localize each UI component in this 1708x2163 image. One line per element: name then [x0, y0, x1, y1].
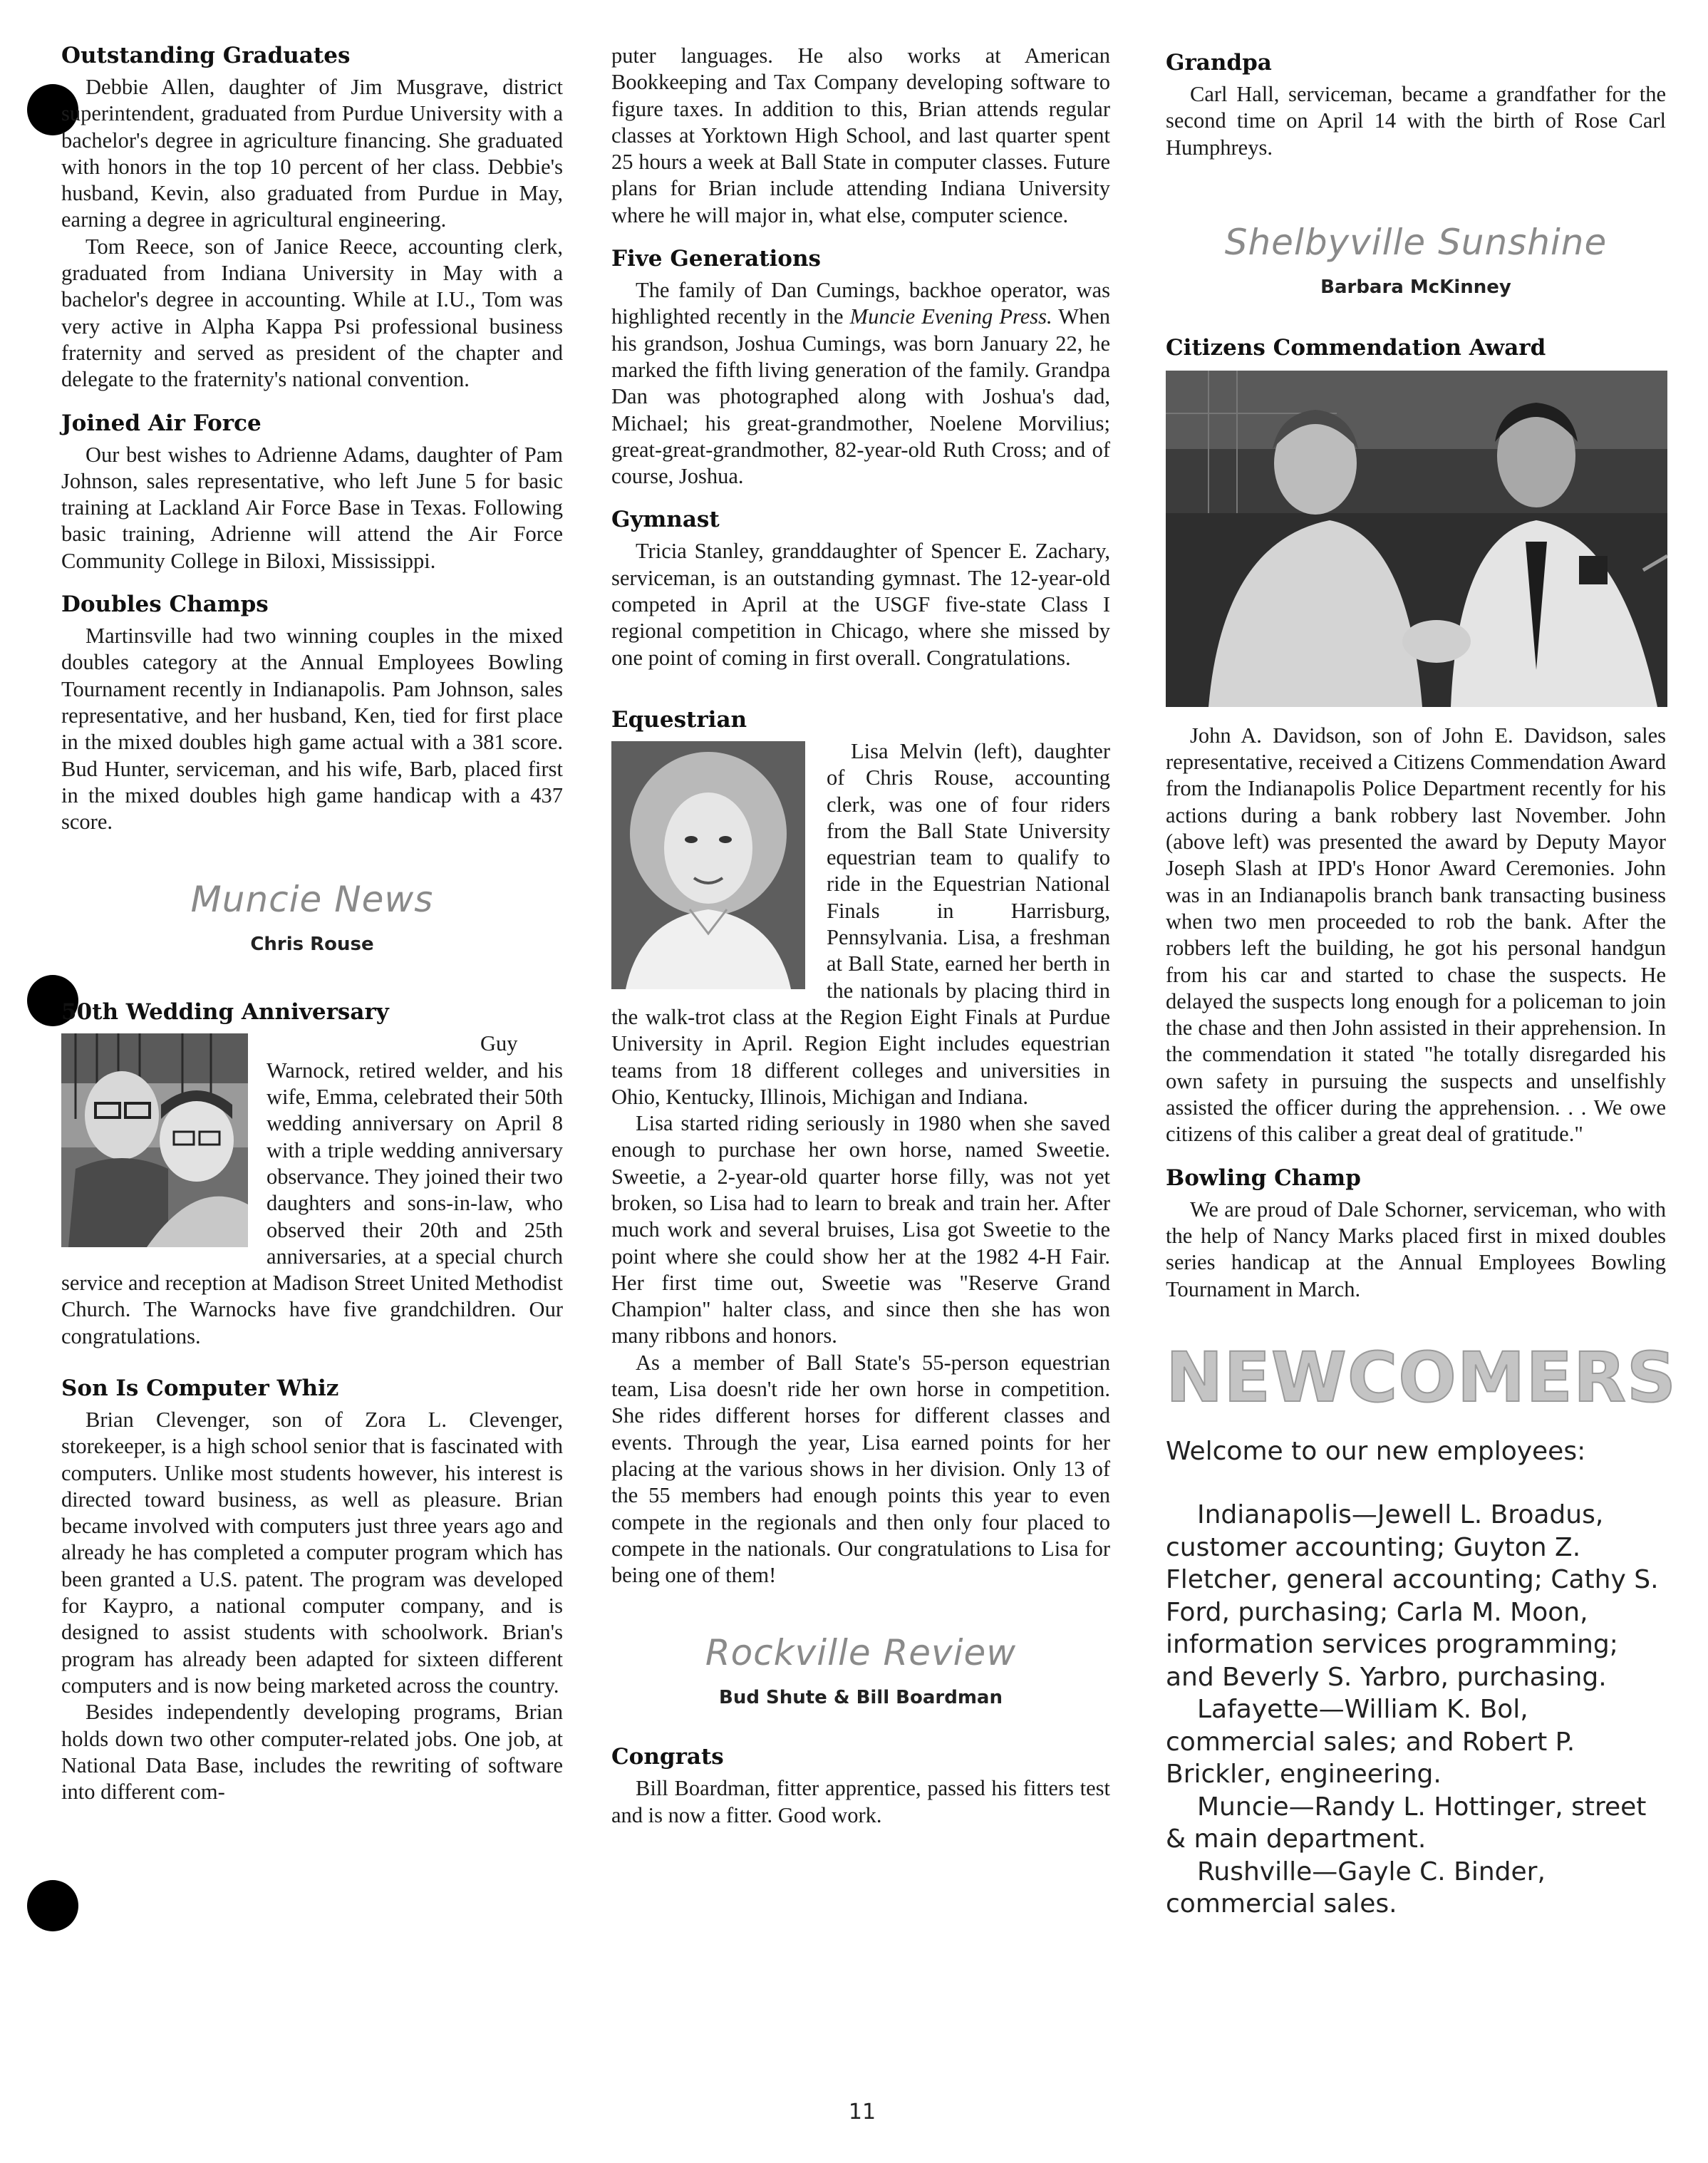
text-run: When his grandson, Joshua Cumings, was born January 22, he marked the fifth living generation of the family. Grandpa Dan was photographed along with Joshua's dad, Michael; his great-grandmother, Noelene Morvilius; great-great-grandmother, 82-year-old Ruth Cross; and of course, Joshua. — [611, 304, 1110, 489]
warnock-couple-photo — [61, 1033, 248, 1247]
section-newcomers — [1166, 1337, 1677, 1921]
article-paragraph: Besides independently developing programs, Brian holds down two other computer-related jobs. One job, at National Data Base, includes the rewriting of software into different com- — [61, 1700, 563, 1805]
section-byline: Chris Rouse — [250, 934, 374, 956]
article-paragraph: Tom Reece, son of Janice Reece, accounting clerk, graduated from Indiana University in May with a bachelor's degree in accounting. While at I.U., Tom was very active in Alpha Kappa Psi professional business fraternity and served as president of the chapter and delegate to the fraternity's national convention. — [61, 234, 563, 392]
article-paragraph: Guy Warnock, retired welder, and his wife, Emma, celebrated their 50th wedding anniversary on April 8 with a triple wedding anniversary observance. They joined their two daughters and sons-in-law, who observed their 20th and 25th anniversaries, at a special church service and reception at Madison Street United Methodist Church. The Warnocks have five grandchildren. Our congratulations. — [61, 1031, 563, 1348]
section-muncie-news — [61, 878, 563, 955]
newcomers-entry: Rushville—Gayle C. Binder, commercial sales. — [1166, 1857, 1546, 1919]
article-paragraph: Bill Boardman, fitter apprentice, passed his fitters test and is now a fitter. Good work. — [611, 1776, 1110, 1827]
article-bowling-champ — [1166, 1164, 1666, 1303]
article-heading: Outstanding Graduates — [61, 43, 351, 68]
article-paragraph: Martinsville had two winning couples in the mixed doubles category at the Annual Employees Bowling Tournament recently in Indianapolis. Pam Johnson, sales representative, and her husband, Ken, tied for first place in the mixed doubles high game actual with a 381 score. Bud Hunter, serviceman, and his wife, Barb, placed first in the mixed doubles high game handicap with a 437 score. — [61, 624, 563, 835]
article-wedding-anniversary — [61, 998, 563, 1350]
newcomers-intro: Welcome to our new employees: — [1166, 1436, 1586, 1466]
article-heading: Joined Air Force — [61, 410, 262, 436]
article-paragraph — [611, 277, 1110, 490]
article-heading: Bowling Champ — [1166, 1165, 1361, 1191]
article-congrats — [611, 1743, 1110, 1829]
article-heading: Equestrian — [611, 706, 747, 733]
lisa-melvin-portrait — [611, 741, 805, 989]
article-grandpa — [1166, 48, 1666, 161]
newcomers-entry: Indianapolis—Jewell L. Broadus, customer accounting; Guyton Z. Fletcher, general accounting; Cathy S. Ford, purchasing; Carla M. Moon, information services programming; and Beverly S. Yarbro, purchasing. — [1166, 1500, 1659, 1692]
article-heading: Gymnast — [611, 507, 720, 533]
article-heading: Doubles Champs — [61, 592, 269, 618]
article-citizens-commendation — [1166, 334, 1666, 1148]
article-paragraph: Our best wishes to Adrienne Adams, daughter of Pam Johnson, sales representative, who left June 5 for basic training at Lackland Air Force Base in Texas. Following basic training, Adrienne will attend the Air Force Community College in Biloxi, Mississippi. — [61, 442, 563, 573]
column-3 — [1166, 48, 1677, 1921]
section-byline: Barbara McKinney — [1320, 276, 1511, 298]
page-number: 11 — [848, 2100, 876, 2125]
section-title: Rockville Review — [705, 1632, 1017, 1674]
section-title: Shelbyville Sunshine — [1224, 221, 1608, 263]
article-five-generations — [611, 244, 1110, 490]
section-byline: Bud Shute & Bill Boardman — [719, 1687, 1003, 1709]
article-gymnast — [611, 505, 1110, 671]
article-heading: Five Generations — [611, 246, 821, 272]
article-paragraph: We are proud of Dale Schorner, serviceman, who with the help of Nancy Marks placed first in mixed doubles series handicap at the Annual Employees Bowling Tournament in March. — [1166, 1197, 1666, 1301]
section-shelbyville-sunshine — [1166, 221, 1666, 298]
article-heading: Citizens Commendation Award — [1166, 334, 1546, 361]
article-outstanding-graduates — [61, 41, 563, 393]
article-paragraph: Debbie Allen, daughter of Jim Musgrave, district superintendent, graduated from Purdue University with a bachelor's degree in agriculture financing. She graduated with honors in the top 10 percent of her class. Debbie's husband, Kevin, also graduated from Purdue in May, earning a degree in agricultural engineering. — [61, 75, 563, 232]
article-paragraph: Carl Hall, serviceman, became a grandfather for the second time on April 14 with the birth of Rose Carl Humphreys. — [1166, 82, 1666, 160]
article-heading: Son Is Computer Whiz — [61, 1375, 339, 1401]
article-paragraph: Lisa Melvin (left), daughter of Chris Rouse, accounting clerk, was one of four riders from the Ball State University equestrian team to qualify to ride in the Equestrian National Finals in Harrisburg, Pennsylvania. Lisa, a freshman at Ball State, earned her berth in the nationals by placing third in the walk-trot class at the Region Eight Finals at Purdue University in April. Region Eight includes equestrian teams from 18 different colleges and universities in Ohio, Kentucky, Illinois, Michigan and Indiana. — [611, 738, 1110, 1109]
article-heading: 50th Wedding Anniversary — [61, 999, 389, 1026]
text-run: The family of Dan Cumings, backhoe operator, was highlighted recently in the — [611, 278, 1110, 329]
punch-hole-bottom — [27, 1880, 78, 1931]
newcomers-entry: Muncie—Randy L. Hottinger, street & main department. — [1166, 1792, 1647, 1854]
article-computer-whiz — [61, 1374, 563, 1805]
article-heading: Congrats — [611, 1744, 724, 1770]
newspaper-title: Muncie Evening Press. — [849, 304, 1052, 329]
section-rockville-review — [611, 1631, 1110, 1708]
article-equestrian — [611, 706, 1110, 1589]
section-title: Muncie News — [190, 879, 434, 921]
article-continuation: puter languages. He also works at American Bookkeeping and Tax Company developing software to figure taxes. In addition to this, Brian attends regular classes at Yorktown High School, and last quarter spent 25 hours a week at Ball State in computer classes. Future plans for Brian include attending Indiana University where he will major in, what else, computer science. — [611, 43, 1110, 227]
newcomers-title: NEWCOMERS — [1166, 1337, 1677, 1418]
article-paragraph: Tricia Stanley, granddaughter of Spencer E. Zachary, serviceman, is an outstanding gymnast. The 12-year-old competed in April at the USGF five-state Class I regional competition in Chicago, where she missed by one point of coming in first overall. Congratulations. — [611, 539, 1110, 670]
article-paragraph: Lisa started riding seriously in 1980 when she saved enough to purchase her own horse, named Sweetie. Sweetie, a 2-year-old quarter horse filly, was not yet broken, so Lisa had to learn to break and train her. After much work and several bruises, Lisa got Sweetie to the point where she could show her at the 1982 4-H Fair. Her first time out, Sweetie was "Reserve Grand Champion" halter class, and since then she has won many ribbons and honors. — [611, 1111, 1110, 1348]
article-heading: Grandpa — [1166, 50, 1272, 76]
column-2 — [611, 43, 1110, 1829]
article-paragraph: As a member of Ball State's 55-person equestrian team, Lisa doesn't ride her own horse in competition. She rides different horses for different classes and events. Through the year, Lisa earned points for her placing at the various shows in her division. Only 13 of the 55 members had enough points this year to even compete in the regionals and then only four placed to compete in the nationals. Our congratulations to Lisa for being one of them! — [611, 1350, 1110, 1588]
award-presentation-photo — [1166, 371, 1666, 707]
column-1 — [61, 41, 563, 1805]
article-paragraph: John A. Davidson, son of John E. Davidson, sales representative, received a Citizens Commendation Award from the Indianapolis Police Department recently for his actions during a bank robbery last November. John (above left) was presented the award by Deputy Mayor Joseph Slash at IPD's Honor Award Ceremonies. John was in an Indianapolis branch bank transacting business when two men proceeded to rob the bank. After the robbers left the building, he got his personal handgun from his car and started to chase the suspects. He delayed the suspects long enough for a policeman to join the chase and then John assisted in their apprehension. In the commendation it stated "he totally disregarded his own safety in pursuing the suspects and unselfishly assisted the officer during the apprehension. . . We owe citizens of this caliber a great deal of gratitude." — [1166, 723, 1666, 1147]
article-doubles-champs — [61, 590, 563, 835]
newcomers-entry: Lafayette—William K. Bol, commercial sales; and Robert P. Brickler, engineering. — [1166, 1695, 1575, 1790]
article-paragraph: Brian Clevenger, son of Zora L. Clevenger, storekeeper, is a high school senior that is fascinated with computers. Unlike most students however, his interest is directed toward business, as well as pleasure. Brian became involved with computers just three years ago and already he has completed a computer program which has been granted a U.S. patent. The program was developed for Kaypro, a national computer company, and is designed to assist students with schoolwork. Brian's program has already been adapted for sixteen different computers and is now being marketed across the country. — [61, 1407, 563, 1698]
article-joined-air-force — [61, 409, 563, 574]
